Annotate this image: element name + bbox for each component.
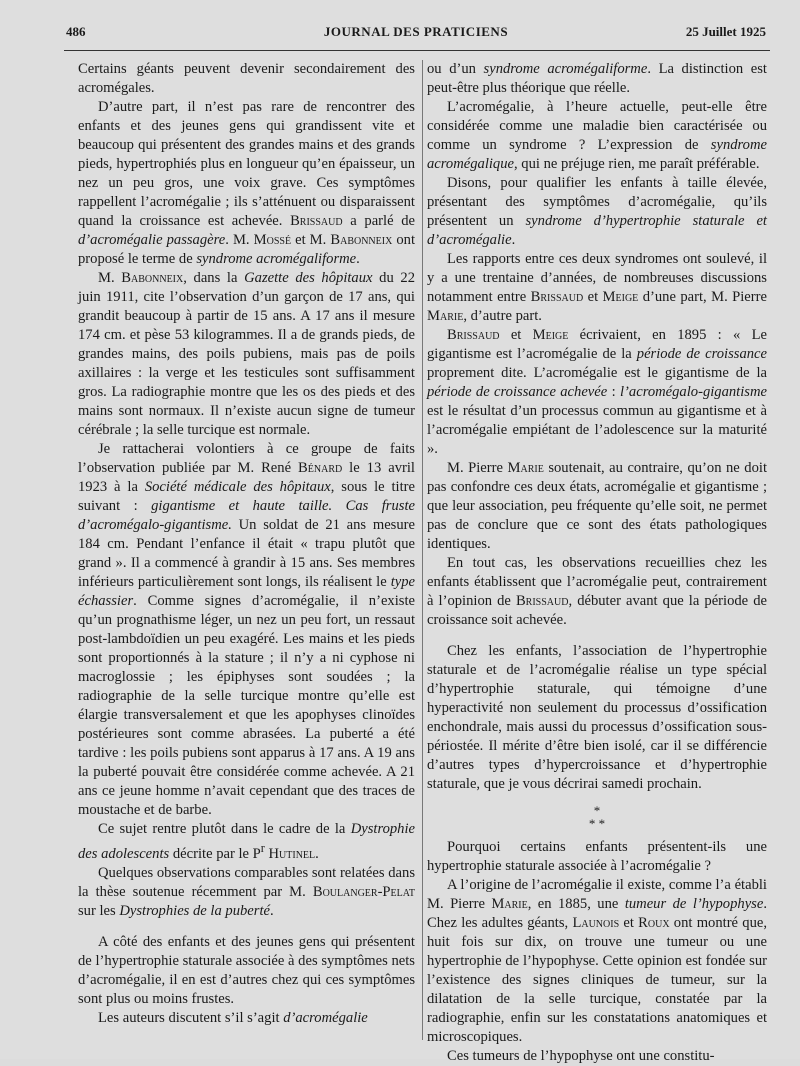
paragraph (427, 554, 767, 630)
text-run: M. (98, 270, 122, 286)
text-run: . (315, 845, 319, 862)
author-name: Meige (602, 289, 639, 305)
author-name: Meige (532, 327, 569, 343)
author-name: Mossé (253, 232, 292, 248)
author-name: Roux (638, 915, 670, 931)
italic-text: syndrome d’hypertrophie staturale et d’acromégalie (427, 213, 767, 248)
left-column (78, 60, 415, 1028)
italic-text: d’acromégalie (283, 1009, 368, 1026)
italic-text: type échassier (78, 574, 415, 609)
text-run: ont proposé le terme de (78, 232, 416, 267)
text-run: , qui ne préjuge rien, me paraît préférable. (514, 156, 760, 172)
page-number: 486 (66, 24, 86, 39)
text-run: est le résultat d’un processus commun au gigantisme et à l’acromégalie empiétant de l’adolescence sur la maturité ». (427, 403, 767, 457)
text-run: , sous le titre suivant : (78, 479, 415, 514)
text-run: . M. (225, 232, 254, 248)
text-run: Les auteurs discutent s’il s’agit (98, 1009, 284, 1026)
author-name: Babonneix (330, 232, 393, 248)
text-run: Les rapports entre ces deux syndromes ont soulevé, il y a une trentaine d’années, de nombreuses discussions notamment entre (427, 251, 767, 305)
text-run: , débuter avant que la période de croissance soit achevée. (427, 593, 767, 628)
author-name: Hutinel (268, 845, 316, 862)
text-run: M. Pierre (447, 460, 508, 476)
author-name: Boulanger-Pelat (312, 883, 415, 900)
text-run: décrite par le P (169, 845, 261, 862)
journal-title: JOURNAL DES PRATICIENS (323, 24, 509, 39)
author-name: Babonneix (121, 270, 184, 286)
italic-text: syndrome acromégaliforme (483, 61, 648, 77)
italic-text: l’acromégalo-gigantisme (620, 384, 767, 400)
italic-text: période de croissance achevée (427, 384, 608, 400)
running-header (66, 24, 766, 46)
paragraph (78, 269, 415, 440)
italic-text: tumeur de l’hypophyse (624, 896, 764, 912)
paragraph (78, 98, 415, 269)
section-break-asterisks: * * * (588, 803, 606, 831)
text-run: . (356, 251, 360, 267)
text-run: écrivaient, en 1895 : « Le gigantisme est l’acromégalie de la (427, 327, 767, 362)
author-name: Brissaud (530, 289, 584, 305)
text-run: Ces tumeurs de l’hypophyse ont une constitu- (447, 1048, 715, 1064)
author-name: Launois (572, 915, 620, 931)
paragraph (78, 820, 415, 864)
italic-text: période de croissance (636, 346, 768, 362)
text-run: D’autre part, il n’est pas rare de rencontrer des enfants et des jeunes gens qui grandissent vite et beaucoup qui présentent des grandes mains et des grands pieds, hypertrophiés plus en longueur qu’en épaisseur, un nez un peu gros, une voix grave. Ces symptômes rappellent l’acromégalie ; ils s’atténuent ou disparaissent quand la croissance est achevée. (78, 99, 415, 229)
column-separator (422, 60, 423, 1040)
paragraph (427, 459, 767, 554)
text-run: ou d’un (427, 61, 484, 77)
text-run: , dans la (183, 270, 245, 286)
superscript: r (260, 841, 265, 855)
author-name: Bénard (298, 460, 343, 476)
paragraph (78, 440, 415, 820)
text-run: Disons, pour qualifier les enfants à taille élevée, présentant des symptômes d’acromégalie, qu’ils présentent un (427, 175, 767, 229)
text-run: et (499, 327, 533, 343)
text-run: . Chez les adultes géants, (427, 896, 767, 931)
text-run: ont montré que, huit fois sur dix, on trouve une tumeur ou une hypertrophie de l’hypophyse. Cette opinion est fondée sur l’existence des signes cliniques de tumeur, sur la dilatation de la selle turcique, constatée par la radiographie, enfin sur les constatations anatomiques et microscopiques. (427, 915, 767, 1045)
text-run: Chez les enfants, l’association de l’hypertrophie staturale et de l’acromégalie réalise un type spécial d’hypertrophie staturale, qui témoigne d’une hyperactivité non seulement du processus d’ossification enchondrale, mais aussi du processus d’ossification sous-périostée. Il mérite d’être bien isolé, car il se différencie d’autres types d’hypercroissance et d’hypertrophie staturale, que je vous décrirai samedi prochain. (427, 643, 767, 792)
text-run: sur les (78, 902, 120, 919)
text-run: . Comme signes d’acromégalie, il n’existe qu’un prognathisme léger, un nez un peu fort, un ressaut post-lambdoïdien un peu exagéré. Les mains et les pieds sont proportionnés à la stature ; il n’y a ni cyphose ni macroglossie ; les épiphyses sont soudées ; la radiographie de la selle turcique montre qu’elle est élargie transversalement et que les apophyses clinoïdes postérieures sont comme abrasées. La puberté a été tardive : les poils pubiens sont apparus à 17 ans. A 19 ans la puberté pouvait être considérée comme achevée. A 21 ans ce jeune homme n’avait cependant que des traces de moustache et de barbe. (78, 593, 415, 818)
paragraph (427, 876, 767, 1047)
text-run: et (583, 289, 603, 305)
author-name: Brissaud (515, 593, 569, 609)
text-run: . (511, 232, 516, 248)
italic-text: Société médicale des hôpitaux (144, 479, 331, 495)
author-name: Marie (427, 308, 464, 324)
paragraph (427, 250, 767, 326)
text-run: L’acromégalie, à l’heure actuelle, peut-elle être considérée comme une maladie bien caractérisée ou comme un syndrome ? L’expression de (427, 99, 767, 153)
text-run: En tout cas, les observations recueillies chez les enfants établissent que l’acromégalie peut, contrairement à l’opinion de (427, 555, 767, 609)
paragraph (78, 1009, 415, 1028)
text-run: , en 1885, une (527, 896, 625, 912)
text-run: d’une part, M. Pierre (638, 289, 767, 305)
paragraph (427, 60, 767, 98)
author-name: Marie (491, 896, 528, 912)
paragraph (427, 174, 767, 250)
author-name: Brissaud (447, 327, 500, 343)
text-run: et (619, 915, 639, 931)
issue-date: 25 Juillet 1925 (685, 24, 766, 39)
italic-text: d’acromégalie passagère (78, 232, 226, 248)
text-run: Pourquoi certains enfants présentent-ils une hypertrophie staturale associée à l’acromégalie ? (427, 839, 767, 874)
paragraph (427, 98, 767, 174)
author-name: Brissaud (290, 213, 343, 229)
paragraph (427, 838, 767, 876)
text-run: a parlé de (342, 213, 415, 229)
header-rule (64, 50, 770, 51)
paragraph (427, 642, 767, 794)
italic-text: gigantisme et haute taille. Cas fruste d’acromégalo-gigantisme. (78, 498, 415, 533)
right-column (427, 60, 767, 1066)
italic-text: syndrome acromégalique (427, 137, 767, 172)
paragraph (427, 1047, 767, 1066)
paragraph (427, 326, 767, 459)
text-run: Certains géants peuvent devenir secondairement des acromégales. (78, 61, 415, 96)
italic-text: Gazette des hôpitaux (244, 270, 373, 286)
text-run: A l’origine de l’acromégalie il existe, comme l’a établi M. Pierre (427, 877, 767, 912)
author-name: Marie (507, 460, 544, 476)
paragraph (78, 60, 415, 98)
italic-text: Dystrophies de la puberté (119, 902, 270, 919)
text-run: Un soldat de 21 ans mesure 184 cm. Pendant l’enfance il était « trapu plutôt que grand ». Il a commencé à grandir à 15 ans. Ses membres inférieurs particulièrement sont longs, ils réalisent le (78, 517, 415, 590)
text-run: proprement dite. L’acromégalie est le gigantisme de la (427, 365, 767, 381)
text-run: A côté des enfants et des jeunes gens qui présentent de l’hypertrophie staturale associée à des symptômes nets d’acromégalie, il en est d’autres chez qui ces symptômes sont plus ou moins frustes. (78, 933, 415, 1007)
text-run: , d’autre part. (463, 308, 542, 324)
text-run: . La distinction est peut-être plus théorique que réelle. (427, 61, 767, 96)
text-run: Je rattacherai volontiers à ce groupe de faits l’observation publiée par M. René (78, 441, 415, 476)
text-run: Quelques observations comparables sont relatées dans la thèse soutenue récemment par M. (78, 864, 415, 900)
text-run: soutenait, au contraire, qu’on ne doit pas confondre ces deux états, acromégalie et gigantisme ; que leur association, peu fréquente qu’elle soit, ne permet pas de conclure que ce sont des états pathologiques identiques. (427, 460, 767, 552)
text-run: le 13 avril 1923 à la (78, 460, 415, 495)
paragraph (78, 864, 415, 921)
text-run: . (270, 902, 274, 919)
text-run: Ce sujet rentre plutôt dans le cadre de la (98, 821, 351, 837)
text-run: : (607, 384, 620, 400)
text-run: du 22 juin 1911, cite l’observation d’un garçon de 17 ans, qui grandit beaucoup à partir de 15 ans. A 17 ans il mesure 174 cm. et pèse 53 kilogrammes. Il a de grands pieds, de grandes mains, des poils pubiens, mais pas de poils axillaires : la verge et les testicules sont suffisamment gros. La radiographie montre que les os des pieds et des mains sont normaux. Il n’existe aucun signe de tumeur cérébrale ; la selle turcique est normale. (78, 270, 415, 438)
paragraph (78, 933, 415, 1009)
italic-text: Dystrophie des adolescents (78, 821, 415, 862)
italic-text: syndrome acromégaliforme (196, 251, 357, 267)
text-run: et M. (291, 232, 331, 248)
